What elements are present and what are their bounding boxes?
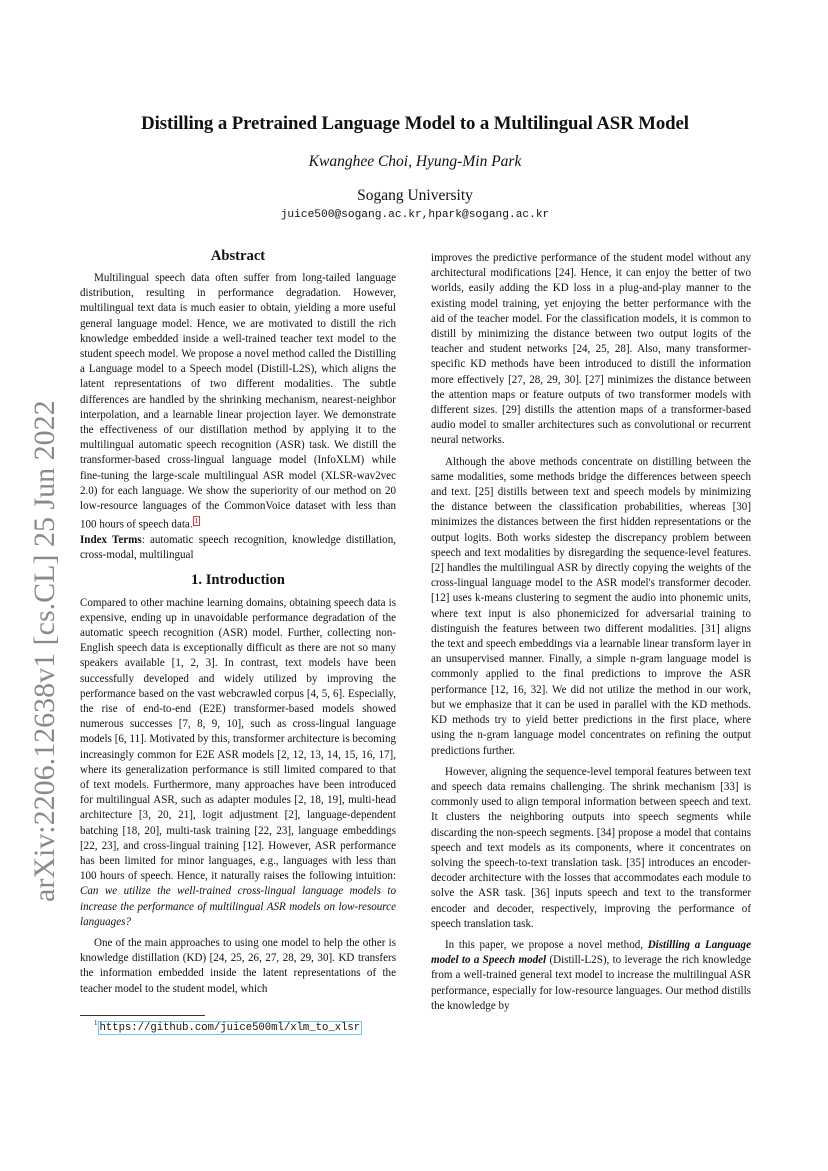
- index-terms: Index Terms: automatic speech recognition, knowledge distillation, cross-modal, multilingual: [80, 534, 396, 562]
- intro-paragraph-1: Compared to other machine learning domains, obtaining speech data is expensive, ending up in unavoidable performance degradation of the automatic speech recognition (ASR) model. Further, collecting non-English speech data is exceptionally difficult as there are not so many speakers available [1, 2, 3]. In contrast, text models have been successfully developed and widely utilized by improving the performance based on the vast webcrawled corpus [4, 5, 6]. Especially, the rise of end-to-end (E2E) transformer-based models showed numerous successes [7, 8, 9, 10], such as cross-lingual language models [6, 11]. Motivated by this, transformer architecture is becoming increasingly common for E2E ASR models [2, 12, 13, 14, 15, 16, 17], where its generalization performance is still limited compared to that of text models. Furthermore, many approaches have been introduced for multilingual ASR, such as adapter modules [2, 18, 19], multi-head architecture [3, 20, 21], logit adjustment [2], language-dependent batching [18, 20], multi-task training [22, 23], language embeddings [22, 23], and cross-lingual training [12]. However, ASR performance has been limited for minor languages, e.g., languages with less than 100 hours of speech. Hence, it naturally raises the following intuition: Can we utilize the well-trained cross-lingual language models to increase the performance of multilingual ASR models on low-resource languages?: [80, 596, 396, 928]
- right-paragraph-4: In this paper, we propose a novel method, Distilling a Language model to a Speech model (Distill-L2S), to leverage the rich knowledge from a well-trained general text model to increase the multilingual ASR performance, especially for low-resource languages. Our method distills the knowledge by: [431, 938, 751, 1012]
- abstract-heading: Abstract: [210, 248, 266, 264]
- authors: Kwanghee Choi, Hyung-Min Park: [308, 153, 522, 170]
- emails: juice500@sogang.ac.kr,hpark@sogang.ac.kr: [280, 209, 550, 221]
- right-column: [431, 251, 751, 1014]
- arxiv-stamp-text: arXiv:2206.12638v1 [cs.CL] 25 Jun 2022: [28, 400, 61, 902]
- intro-paragraph-2: One of the main approaches to using one model to help the other is knowledge distillation (KD) [24, 25, 26, 27, 28, 29, 30]. KD transfers the information embedded inside the latent representations of the teacher model to the student model, which: [80, 937, 396, 995]
- left-column: [80, 246, 396, 997]
- footnote-url-link[interactable]: https://github.com/juice500ml/xlm_to_xlsr: [99, 1021, 361, 1034]
- affiliation: Sogang University: [357, 187, 473, 204]
- intro-heading: 1. Introduction: [191, 571, 285, 588]
- right-paragraph-1: improves the predictive performance of the student model without any architectural modifications [24]. Hence, it can enjoy the better of two worlds, easily adding the KD loss in a plug-and-play manner to the existing model training, yet enjoying the better performance with the aid of the teacher model. For the classification models, it is common to distill by minimizing the distance between two output logits of the teacher and student networks [24, 25, 28]. Also, many transformer-specific KD methods have been introduced to distill the information more effectively [27, 28, 29, 30]. [27] minimizes the distance between the attention maps or feature outputs of two transformer models with different sizes. [29] distills the attention maps of a transformer-based audio model to smaller architectures such as convolutional or recurrent neural networks.: [431, 252, 751, 447]
- paper-title: Distilling a Pretrained Language Model to a Multilingual ASR Model: [141, 113, 689, 134]
- right-paragraph-2: Although the above methods concentrate on distilling between the same modalities, some methods bridge the differences between speech and text. [25] distills between text and speech models by minimizing the distance between the classification probabilities, whereas [30] minimizes the distances between the first hidden representations or the output logits. Both works sidestep the discrepancy problem between speech and text modalities by disregarding the sequence-level features. [2] handles the multilingual ASR by directly copying the weights of the cross-lingual language model to the ASR model's transformer decoder. [12] uses k-means clustering to segment the audio into phonemic units, where text input is also phonemicized for adversarial training to distinguish the features between two different modalities. [31] aligns the text and speech embeddings via a learnable linear transform layer in an unsupervised manner. Finally, a simple n-gram language model is commonly applied to the final predictions to improve the ASR performance [12, 16, 32]. We did not utilize the method in our work, but we emphasize that it can be used in parallel with the KD methods. KD methods try to yield better predictions in the first place, where using the n-gram language model concentrates on refining the output predictions further.: [431, 455, 751, 757]
- footnote-ref[interactable]: 1: [194, 517, 199, 526]
- footnote: $^1$ https://github.com/juice500ml/xlm_to_xlsr: [94, 1019, 361, 1034]
- abstract-body: Multilingual speech data often suffer from long-tailed language distribution, resulting in performance degradation. However, multilingual text data is much easier to obtain, yielding a more useful general language model. Hence, we are motivated to distill the rich knowledge embedded inside a well-trained teacher text model to the student speech model. We propose a novel method called the Distilling a Language model to a Speech model (Distill-L2S), which aligns the latent representations of two different modalities. The subtle differences are handled by the shrinking mechanism, nearest-neighbor interpolation, and a learnable linear projection layer. We demonstrate the effectiveness of our distillation method by applying it to the multilingual automatic speech recognition (ASR) task. We distill the transformer-based cross-lingual language model (InfoXLM) while fine-tuning the large-scale multilingual ASR model (XLSR-wav2vec 2.0) for each language. We show the superiority of our method on 20 low-resource languages of the CommonVoice dataset with less than 100 hours of speech data. $^1$: [80, 272, 396, 531]
- arxiv-stamp: [8, 0, 64, 1171]
- right-paragraph-3: However, aligning the sequence-level temporal features between text and speech data remains challenging. The shrink mechanism [33] is commonly used to align temporal information between speech and text. It clusters the neighboring outputs into speech segments while discarding the non-speech segments. [34] propose a model that contains speech and text models as its components, where it concentrates on solving the speech-to-text translation task. [35] introduces an encoder-decoder architecture with the losses that accommodates each module to solve the ASR task. [36] inputs speech and text to the transformer encoder and decoder, respectively, improving the performance of speech translation task.: [431, 765, 751, 930]
- footnote-rule: [80, 1015, 205, 1016]
